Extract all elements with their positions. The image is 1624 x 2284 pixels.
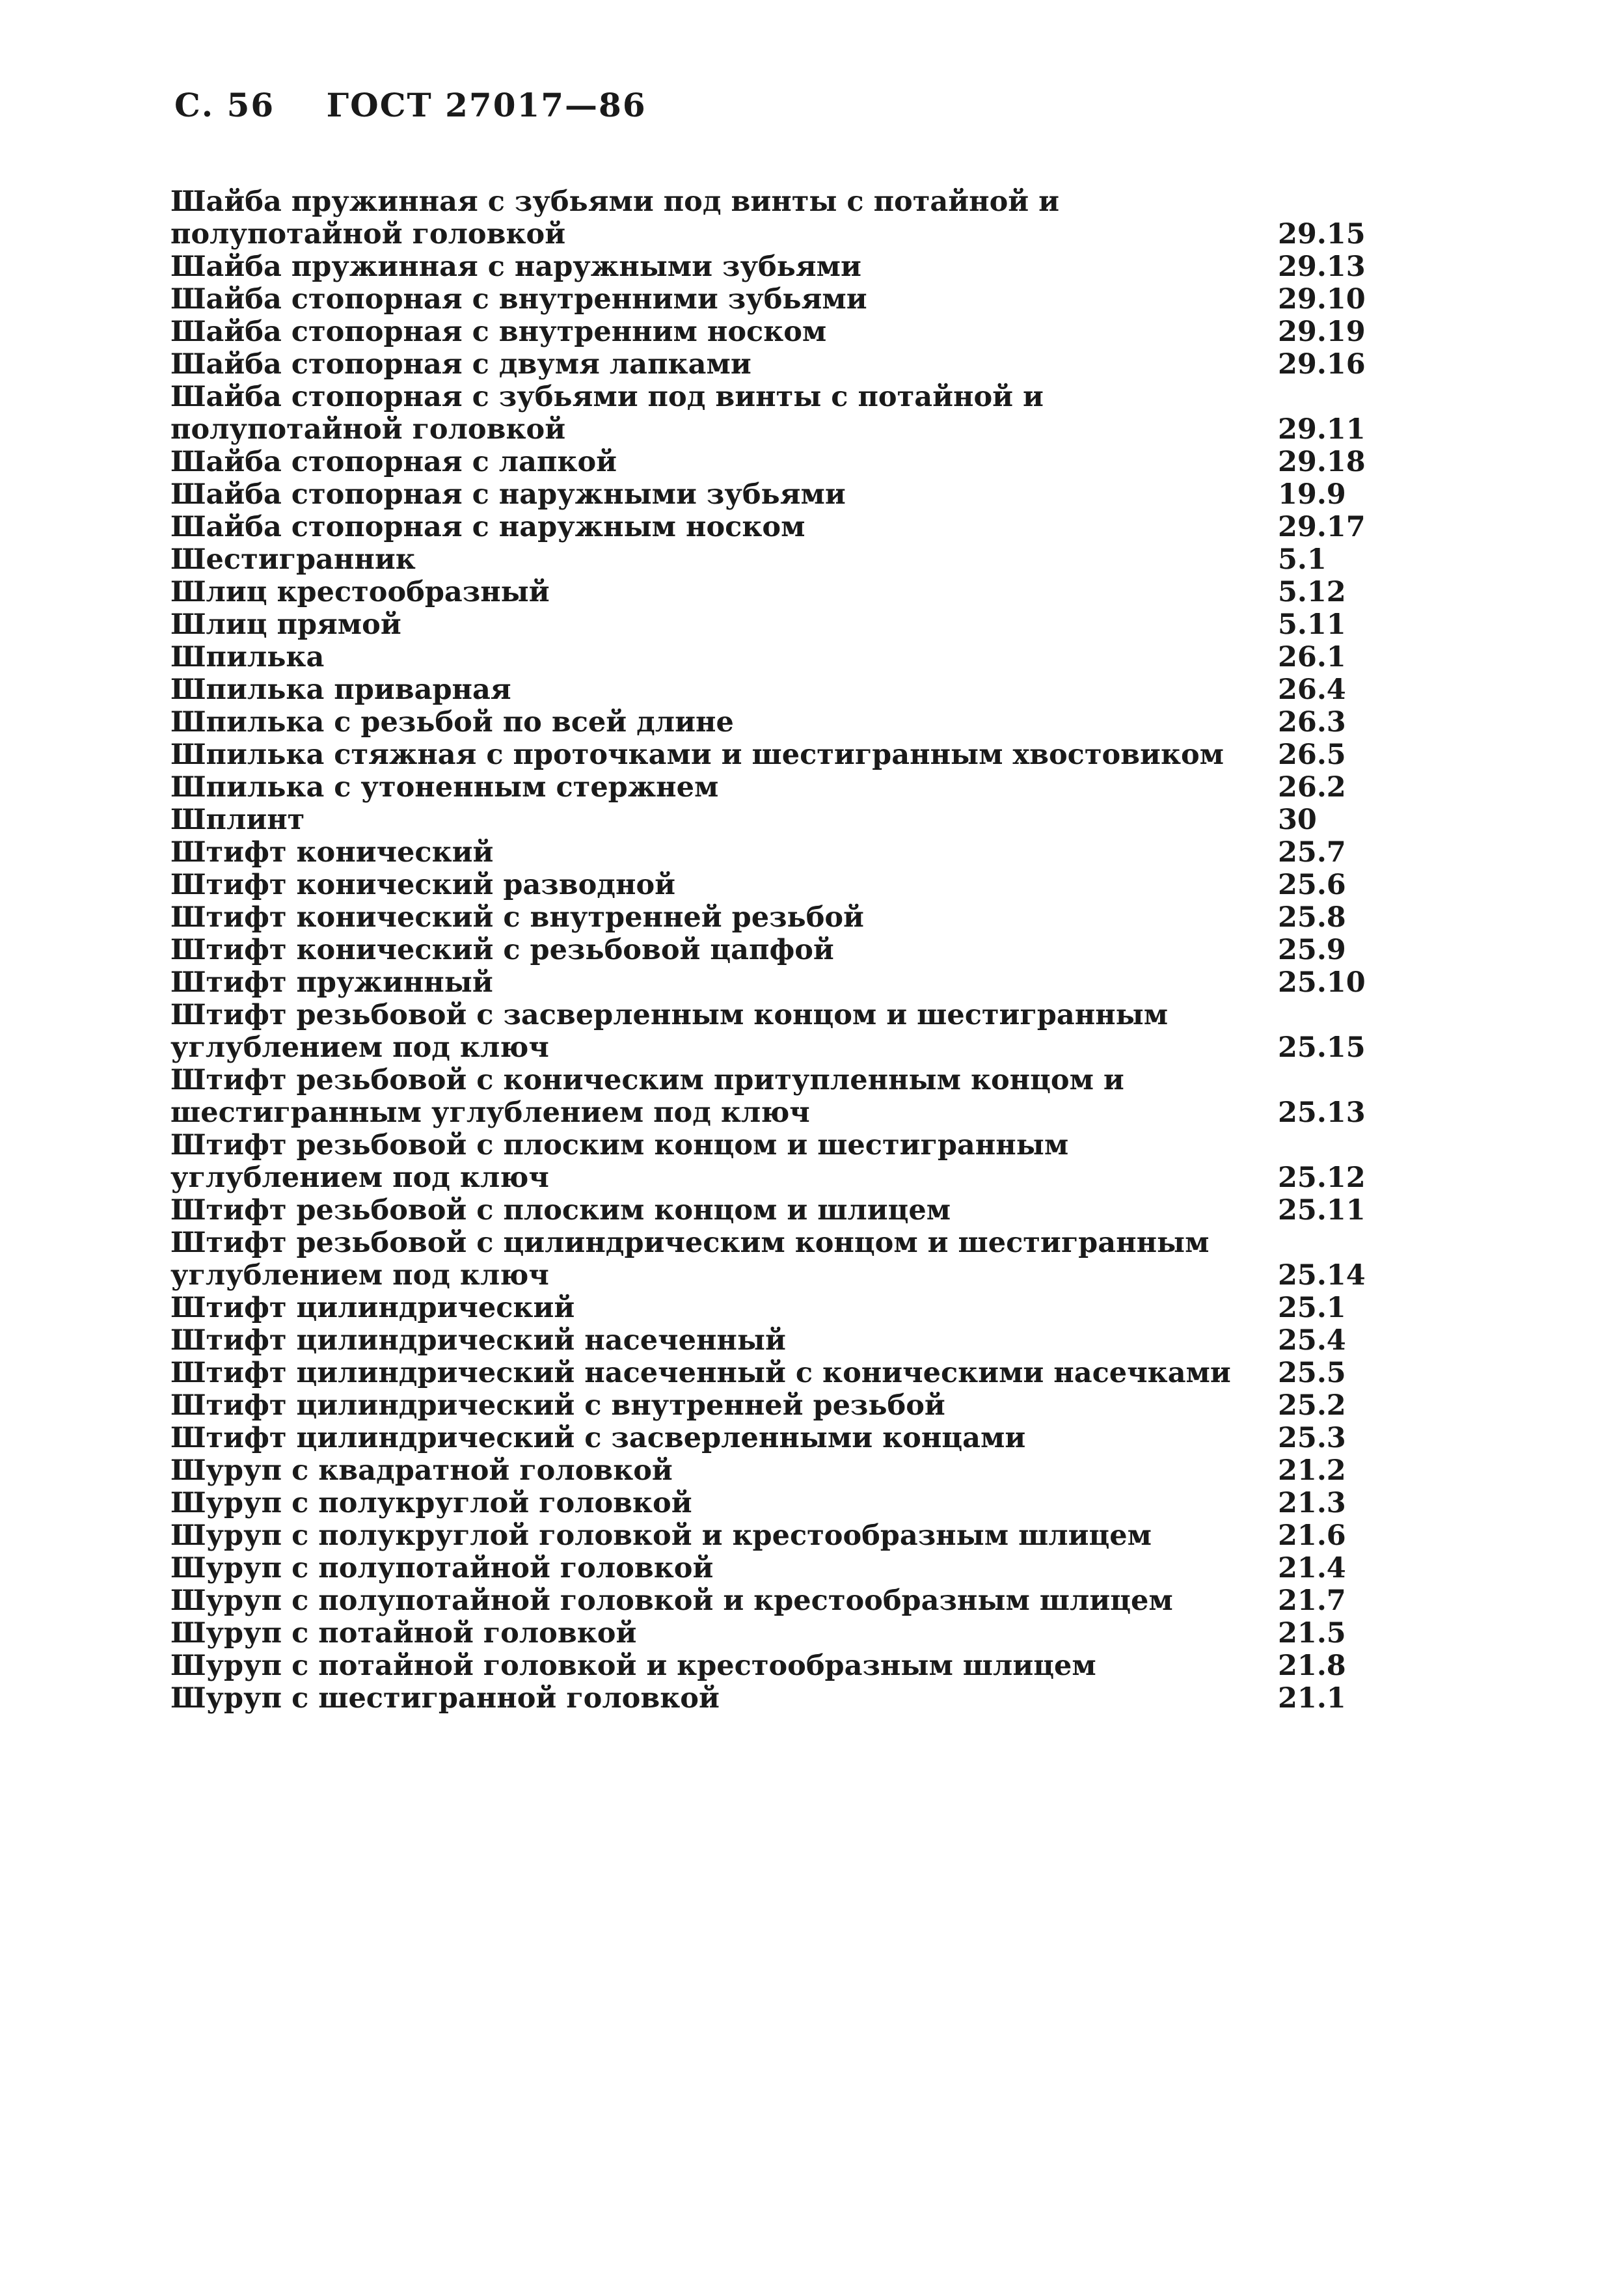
entry-term: Шайба стопорная с двумя лапками	[170, 348, 751, 381]
entry-reference: 25.2	[1278, 1389, 1346, 1422]
entry-term: Штифт пружинный	[170, 966, 493, 999]
entry-term: Штифт резьбовой с коническим притупленным концом и шестигранным углублением под ключ	[170, 1064, 1124, 1129]
entry-reference: 26.5	[1278, 739, 1346, 771]
index-entry	[170, 1519, 1472, 1552]
index-entry	[170, 316, 1472, 348]
index-entry	[170, 804, 1472, 836]
entry-term: Штифт конический с резьбовой цапфой	[170, 934, 834, 966]
entry-reference: 26.2	[1278, 771, 1346, 804]
entry-reference: 25.11	[1278, 1194, 1366, 1227]
entry-reference: 25.8	[1278, 901, 1346, 934]
entry-term: Шпилька стяжная с проточками и шестигранным хвостовиком	[170, 739, 1225, 771]
entry-reference: 5.12	[1278, 576, 1346, 608]
index-entry	[170, 901, 1472, 934]
entry-term: Штифт цилиндрический насеченный с коническими насечками	[170, 1357, 1231, 1389]
index-entry	[170, 641, 1472, 673]
entry-reference: 21.4	[1278, 1552, 1346, 1584]
index-entry	[170, 999, 1472, 1064]
entry-reference: 29.16	[1278, 348, 1366, 381]
entry-reference: 29.10	[1278, 283, 1366, 316]
entry-reference: 25.4	[1278, 1324, 1346, 1357]
entry-term: Шуруп с полукруглой головкой	[170, 1487, 692, 1519]
entry-term: Шлиц прямой	[170, 608, 401, 641]
entry-term: Шпилька приварная	[170, 673, 511, 706]
index-entry	[170, 739, 1472, 771]
entry-reference: 29.11	[1278, 413, 1366, 446]
entry-term: Шуруп с полупотайной головкой и крестообразным шлицем	[170, 1584, 1173, 1617]
entry-term: Штифт конический	[170, 836, 494, 869]
entry-reference: 26.3	[1278, 706, 1346, 739]
entry-reference: 25.7	[1278, 836, 1346, 869]
index-entry	[170, 576, 1472, 608]
entry-reference: 21.7	[1278, 1584, 1346, 1617]
index-entry	[170, 706, 1472, 739]
index-entry	[170, 1389, 1472, 1422]
entry-term: Штифт конический с внутренней резьбой	[170, 901, 864, 934]
entry-term: Шайба стопорная с зубьями под винты с потайной и полупотайной головкой	[170, 381, 1044, 446]
index-entry	[170, 966, 1472, 999]
entry-reference: 25.1	[1278, 1292, 1346, 1324]
index-entry	[170, 934, 1472, 966]
index-entry	[170, 869, 1472, 901]
index-entry	[170, 1357, 1472, 1389]
index-entry	[170, 283, 1472, 316]
entry-term: Шуруп с квадратной головкой	[170, 1454, 673, 1487]
index-entry	[170, 1617, 1472, 1650]
entry-reference: 21.3	[1278, 1487, 1346, 1519]
page-header	[174, 86, 647, 124]
document-code: ГОСТ 27017—86	[326, 86, 647, 124]
entry-term: Шуруп с шестигранной головкой	[170, 1682, 720, 1715]
entry-term: Штифт резьбовой с цилиндрическим концом и шестигранным углублением под ключ	[170, 1227, 1210, 1292]
index-entry	[170, 1227, 1472, 1292]
index-entry	[170, 1650, 1472, 1682]
entry-reference: 29.15	[1278, 218, 1366, 251]
entry-term: Шуруп с потайной головкой и крестообразным шлицем	[170, 1650, 1096, 1682]
index-entry	[170, 1324, 1472, 1357]
index-entry	[170, 1454, 1472, 1487]
entry-reference: 21.2	[1278, 1454, 1346, 1487]
index-entry	[170, 446, 1472, 478]
entry-reference: 30	[1278, 804, 1317, 836]
entry-term: Шестигранник	[170, 543, 416, 576]
entry-reference: 25.10	[1278, 966, 1366, 999]
index-entry	[170, 1552, 1472, 1584]
index-entry	[170, 1487, 1472, 1519]
index-entry	[170, 543, 1472, 576]
entry-term: Шуруп с полукруглой головкой и крестообразным шлицем	[170, 1519, 1152, 1552]
entry-reference: 19.9	[1278, 478, 1346, 511]
alphabetical-index	[170, 185, 1472, 1715]
entry-term: Шайба стопорная с внутренним носком	[170, 316, 827, 348]
index-entry	[170, 381, 1472, 446]
entry-reference: 25.6	[1278, 869, 1346, 901]
entry-reference: 5.1	[1278, 543, 1327, 576]
entry-term: Штифт цилиндрический	[170, 1292, 575, 1324]
index-entry	[170, 251, 1472, 283]
entry-reference: 26.4	[1278, 673, 1346, 706]
entry-term: Шайба пружинная с наружными зубьями	[170, 251, 861, 283]
index-entry	[170, 1584, 1472, 1617]
entry-term: Шайба стопорная с наружными зубьями	[170, 478, 846, 511]
index-entry	[170, 1292, 1472, 1324]
index-entry	[170, 185, 1472, 251]
index-entry	[170, 673, 1472, 706]
entry-term: Штифт резьбовой с плоским концом и шестигранным углублением под ключ	[170, 1129, 1069, 1194]
index-entry	[170, 608, 1472, 641]
entry-reference: 25.5	[1278, 1357, 1346, 1389]
entry-term: Штифт резьбовой с плоским концом и шлицем	[170, 1194, 951, 1227]
entry-term: Шуруп с полупотайной головкой	[170, 1552, 714, 1584]
index-entry	[170, 836, 1472, 869]
entry-reference: 25.14	[1278, 1259, 1366, 1292]
entry-reference: 21.6	[1278, 1519, 1346, 1552]
index-entry	[170, 1064, 1472, 1129]
entry-reference: 25.9	[1278, 934, 1346, 966]
entry-term: Шайба стопорная с наружным носком	[170, 511, 805, 543]
entry-reference: 29.19	[1278, 316, 1366, 348]
entry-reference: 25.13	[1278, 1096, 1366, 1129]
entry-term: Шуруп с потайной головкой	[170, 1617, 637, 1650]
entry-reference: 29.18	[1278, 446, 1366, 478]
page-number: С. 56	[174, 86, 275, 124]
entry-reference: 25.12	[1278, 1162, 1366, 1194]
index-entry	[170, 1422, 1472, 1454]
entry-reference: 25.3	[1278, 1422, 1346, 1454]
entry-term: Шпилька с резьбой по всей длине	[170, 706, 734, 739]
index-entry	[170, 771, 1472, 804]
index-entry	[170, 1194, 1472, 1227]
entry-term: Шплинт	[170, 804, 305, 836]
entry-term: Шпилька	[170, 641, 325, 673]
index-entry	[170, 511, 1472, 543]
entry-term: Штифт цилиндрический насеченный	[170, 1324, 786, 1357]
entry-term: Шайба стопорная с лапкой	[170, 446, 617, 478]
entry-reference: 21.8	[1278, 1650, 1346, 1682]
entry-term: Штифт резьбовой с засверленным концом и шестигранным углублением под ключ	[170, 999, 1169, 1064]
entry-term: Шайба пружинная с зубьями под винты с потайной и полупотайной головкой	[170, 185, 1060, 251]
entry-term: Шайба стопорная с внутренними зубьями	[170, 283, 867, 316]
entry-term: Штифт цилиндрический с внутренней резьбой	[170, 1389, 945, 1422]
index-entry	[170, 478, 1472, 511]
entry-reference: 26.1	[1278, 641, 1346, 673]
index-entry	[170, 1682, 1472, 1715]
entry-term: Шлиц крестообразный	[170, 576, 550, 608]
entry-term: Штифт цилиндрический с засверленными концами	[170, 1422, 1026, 1454]
index-entry	[170, 1129, 1472, 1194]
entry-reference: 29.13	[1278, 251, 1366, 283]
entry-reference: 21.5	[1278, 1617, 1346, 1650]
entry-reference: 5.11	[1278, 608, 1346, 641]
entry-term: Штифт конический разводной	[170, 869, 676, 901]
entry-reference: 25.15	[1278, 1031, 1366, 1064]
entry-reference: 29.17	[1278, 511, 1366, 543]
entry-term: Шпилька с утоненным стержнем	[170, 771, 719, 804]
index-entry	[170, 348, 1472, 381]
entry-reference: 21.1	[1278, 1682, 1346, 1715]
